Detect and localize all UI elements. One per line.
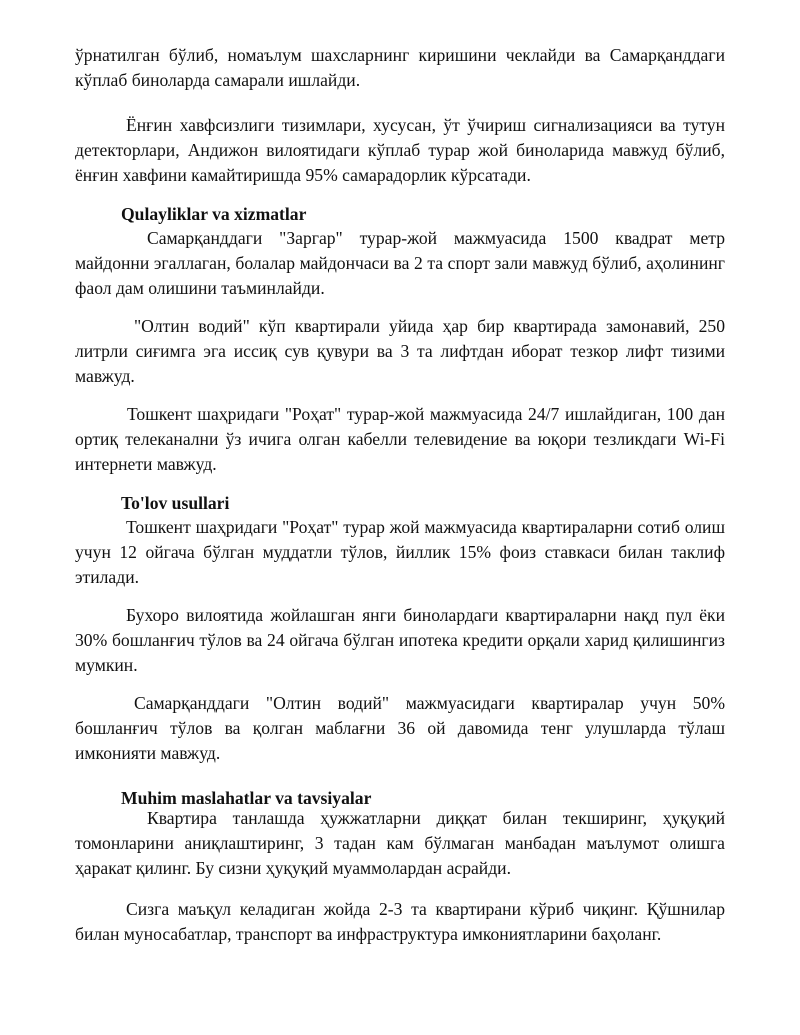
paragraph-document-check-tip: Квартира танлашда ҳужжатларни диққат билан текширинг, ҳуқуқий томонларини аниқлаштиринг, 3 тадан кам бўлмаган манбадан маълумот олишга ҳаракат қилинг. Бу сизни ҳуқуқий муаммолардан асрайди.: [75, 808, 725, 878]
paragraph-zargar-complex: Самарқанддаги "Заргар" турар-жой мажмуасида 1500 квадрат метр майдонни эгаллаган, болалар майдончаси ва 2 та спорт зали мавжуд бўлиб, аҳолининг фаол дам олишини таъминлайди.: [75, 228, 725, 298]
paragraph-oltin-vodiy-payment: Самарқанддаги "Олтин водий" мажмуасидаги квартиралар учун 50% бошланғич тўлов ва қолган маблағни 36 ой давомида тенг улушларда тўлаш имконияти мавжуд.: [75, 693, 725, 763]
paragraph-viewing-tip: Сизга маъқул келадиган жойда 2-3 та квартирани кўриб чиқинг. Қўшнилар билан муносабатлар, транспорт ва инфраструктура имкониятларини баҳоланг.: [75, 899, 725, 944]
heading-important-tips: Muhim maslahatlar va tavsiyalar: [121, 788, 372, 808]
paragraph-fire-safety: Ёнғин хавфсизлиги тизимлари, хусусан, ўт ўчириш сигнализацияси ва тутун детекторлари, Андижон вилоятидаги кўплаб турар жой биноларида мавжуд бўлиб, ёнғин хавфини камайтиришда 95% самарадорлик кўрсатади.: [75, 115, 725, 185]
paragraph-security-continued: ўрнатилган бўлиб, номаълум шахсларнинг киришини чеклайди ва Самарқанддаги кўплаб биноларда самарали ишлайди.: [75, 45, 725, 90]
heading-amenities: Qulayliklar va xizmatlar: [121, 204, 307, 224]
heading-payment-methods: To'lov usullari: [121, 493, 230, 513]
paragraph-bukhara-mortgage: Бухоро вилоятида жойлашган янги бинолардаги квартираларни нақд пул ёки 30% бошланғич тўлов ва 24 ойгача бўлган ипотека кредити орқали харид қилишингиз мумкин.: [75, 605, 725, 675]
paragraph-oltin-vodiy-building: "Олтин водий" кўп квартирали уйида ҳар бир квартирада замонавий, 250 литрли сиғимга эга иссиқ сув қувури ва 3 та лифтдан иборат тезкор лифт тизими мавжуд.: [75, 316, 725, 386]
paragraph-rohat-complex-services: Тошкент шаҳридаги "Роҳат" турар-жой мажмуасида 24/7 ишлайдиган, 100 дан ортиқ телеканални ўз ичига олган кабелли телевидение ва юқори тезликдаги Wi-Fi интернети мавжуд.: [75, 404, 725, 474]
paragraph-rohat-installments: Тошкент шаҳридаги "Роҳат" турар жой мажмуасида квартираларни сотиб олиш учун 12 ойгача бўлган муддатли тўлов, йиллик 15% фоиз ставкаси билан таклиф этилади.: [75, 517, 725, 587]
